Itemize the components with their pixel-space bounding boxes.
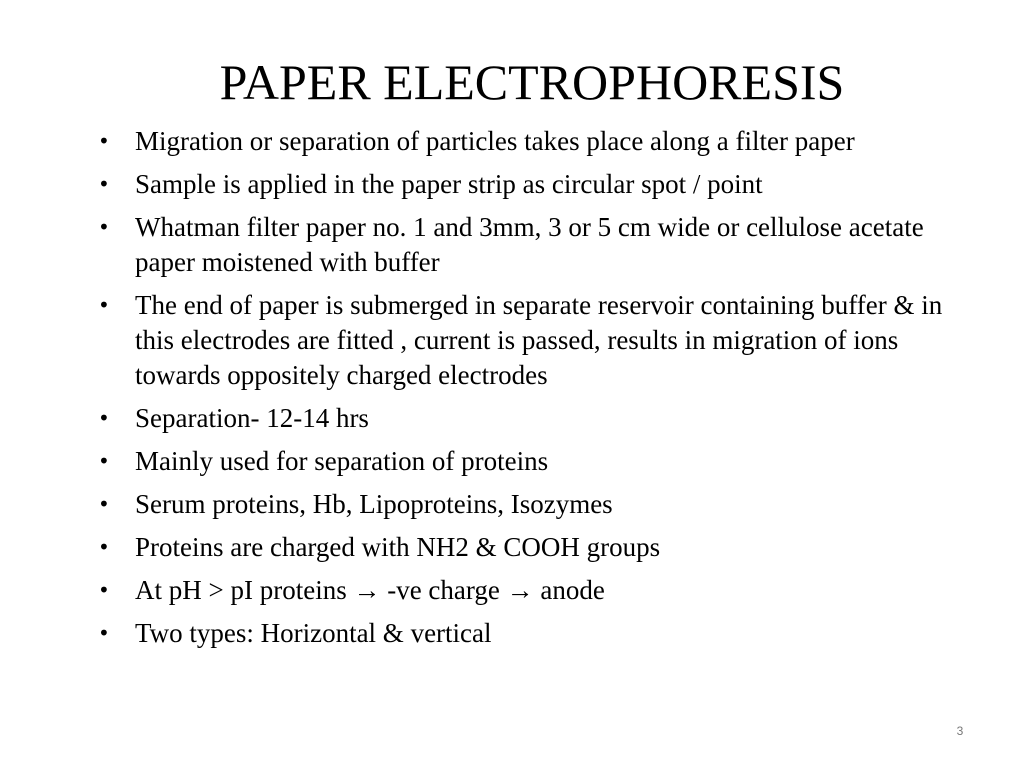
- bullet-text: At pH > pI proteins → -ve charge → anode: [135, 575, 605, 605]
- bullet-point-icon: •: [98, 492, 110, 516]
- bullet-point-icon: •: [98, 129, 110, 153]
- bullet-point-icon: •: [98, 406, 110, 430]
- bullet-point-icon: •: [98, 215, 110, 239]
- bullet-point-icon: •: [98, 535, 110, 559]
- bullet-item: [98, 401, 978, 436]
- bullet-item: [98, 167, 978, 202]
- bullet-text: Proteins are charged with NH2 & COOH groups: [135, 532, 661, 562]
- bullet-item: [98, 616, 978, 651]
- bullet-item: [98, 210, 978, 280]
- bullet-text: Two types: Horizontal & vertical: [135, 618, 492, 648]
- bullet-item: [98, 444, 978, 479]
- slide-number: 3: [956, 724, 964, 738]
- bullet-point-icon: •: [98, 449, 110, 473]
- bullet-point-icon: •: [98, 293, 110, 317]
- bullet-text: Serum proteins, Hb, Lipoproteins, Isozymes: [135, 489, 613, 519]
- bullet-item: [98, 530, 978, 565]
- bullet-text: The end of paper is submerged in separate reservoir containing buffer & in this electrodes are fitted , current is passed, results in migration of ions towards oppositely charged electrodes: [135, 290, 943, 390]
- bullet-text: Mainly used for separation of proteins: [135, 446, 549, 476]
- slide-title: PAPER ELECTROPHORESIS: [219, 54, 845, 110]
- bullet-text: Separation- 12-14 hrs: [135, 403, 369, 433]
- bullet-point-icon: •: [98, 621, 110, 645]
- bullet-point-icon: •: [98, 172, 110, 196]
- bullet-item: [98, 573, 978, 608]
- bullet-point-icon: •: [98, 578, 110, 602]
- bullet-text: Whatman filter paper no. 1 and 3mm, 3 or 5 cm wide or cellulose acetate paper moistened with buffer: [135, 212, 924, 277]
- bullet-text: Migration or separation of particles takes place along a filter paper: [135, 126, 855, 156]
- bullet-item: [98, 487, 978, 522]
- bullet-item: [98, 288, 978, 393]
- bullet-text: Sample is applied in the paper strip as circular spot / point: [135, 169, 763, 199]
- bullet-item: [98, 124, 978, 159]
- bullet-list: [98, 124, 978, 659]
